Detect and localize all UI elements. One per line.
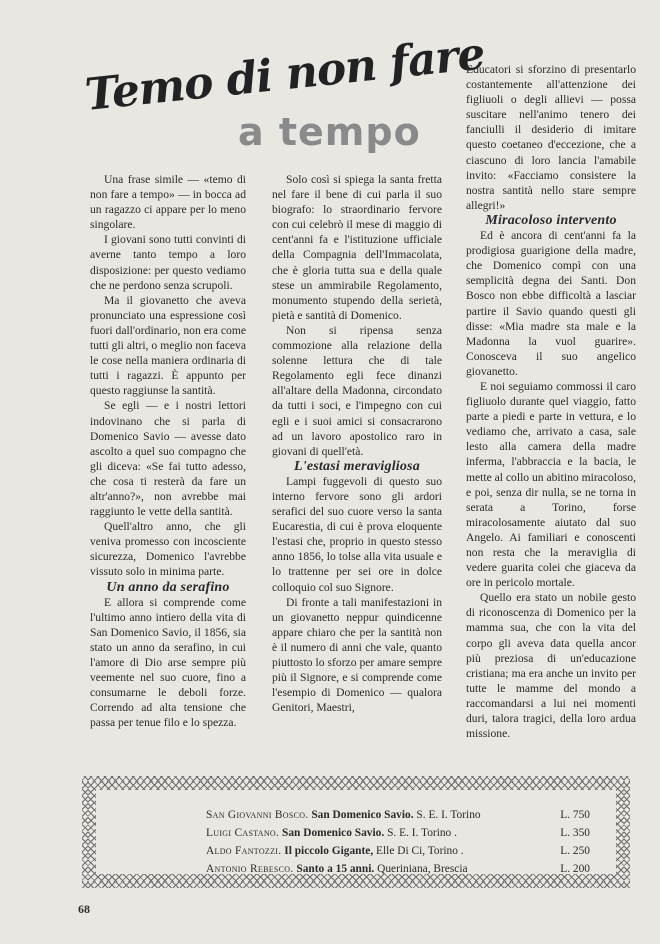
book-price: L. 350 [560,827,590,839]
section-heading: Un anno da serafino [106,579,230,595]
column-2 [272,172,442,715]
paragraph: E noi seguiamo commossi il caro figliuolo durante quel viaggio, fatto parte a piedi e parte in vettura, e lo vediamo che, arrivato a casa, sale lesto alla camera della madre inferma, l'abbraccia e la bacia, le mette al collo un abitino miracoloso, e poi, senza dir nulla, se ne torna in serata a Torino, forse miracolosamente aiutato dal suo Angelo. Ai familiari e conoscenti non resta che la meraviglia di vedere guarita colei che giaceva da ore in pericolo mortale. [466,379,637,590]
paragraph: E allora si comprende come l'ultimo anno intiero della vita di San Domenico Savio, il 1856, sia stato un anno da serafino, in cui l'amore di Dio arse sempre più veemente nel suo cuore, fino a consumarne le deboli forze. Correndo ad alta tensione che passa per tenue filo e lo spezza. [90,595,246,730]
book-author: Antonio Rebesco. [206,863,294,875]
book-price: L. 200 [560,863,590,875]
book-price: L. 750 [560,809,590,821]
book-title: San Domenico Savio. [311,809,414,821]
paragraph: Se egli — e i nostri lettori indovinano che si parla di Domenico Savio — avesse dato ascolto a quel suo compagno che gli diceva: «Se fai tutto adesso, che cosa ti resterà da fare un altr'anno?», non avrebbe mai raggiunto le vette della santità. [90,399,246,519]
book-title: Il piccolo Gigante, [284,845,374,857]
paragraph: Quello era stato un nobile gesto di riconoscenza di Domenico per la mamma sua, che con la vita del corpo gli aveva data quella ancor più preziosa di un'educazione cristiana; ma era anche un invito per tutte le mamme del mondo a raccomandarsi a lui nei momenti duri, talora tragici, della loro ardua missione. [466,591,636,741]
paragraph: Lampi fuggevoli di questo suo interno fervore sono gli ardori serafici del suo cuore verso la santa Eucarestia, di cui è prova eloquente l'estasi che, proprio in questo stesso anno 1856, lo tolse alla vita usuale e lo trattenne per sei ore in dolce colloquio col suo Signore. [272,474,442,594]
bibliography-entry [206,824,616,842]
paragraph: Ma il giovanetto che aveva pronunciato una espressione così fuori dall'ordinario, non era come tutti gli altri, o meglio non faceva le cose nella maniera ordinaria di tutti i ragazzi. È appunto per questo raggiunse la santità. [90,293,246,398]
book-author: San Giovanni Bosco. [206,809,309,821]
book-publisher: S. E. I. Torino . [387,827,457,839]
paragraph: Educatori si sforzino di presentarlo costantemente all'attenzione dei figliuoli o degli allievi — possa suscitare nell'animo tenero dei fanciulli il desiderio di imitare questo coetaneo d'eccezione, che a ciascuno di loro lancia l'amabile invito: «Facciamo consistere la nostra santità nello stare sempre allegri!» [466,63,636,212]
book-publisher: Elle Di Ci, Torino . [376,845,464,857]
book-author: Aldo Fantozzi. [206,845,282,857]
page-number: 68 [78,902,90,916]
bibliography-entry [206,806,616,824]
bibliography-entry [206,860,616,878]
paragraph: Una frase simile — «temo di non fare a tempo» — in bocca ad un ragazzo ci appare per lo meno singolare. [90,173,246,232]
section-heading: Miracoloso intervento [485,212,617,228]
bibliography-box [82,776,630,888]
column-3 [466,62,636,741]
bibliography-list [96,790,616,874]
book-publisher: S. E. I. Torino [416,809,481,821]
title-line-1: Temo di non fare [82,28,487,121]
section-heading: L'estasi meravigliosa [294,458,420,474]
paragraph: Solo così si spiega la santa fretta nel fare il bene di cui parla il suo biografo: lo straordinario fervore con cui celebrò il mese di maggio di cent'anni fa e l'istituzione ufficiale della Compagnia dell'Immacolata, che è gloria tutta sua e della quale stese un ammirabile Regolamento, monumento stupendo della serietà, pietà e santità di Domenico. [272,173,442,322]
paragraph: Di fronte a tali manifestazioni in un giovanetto neppur quindicenne appare chiaro che per la santità non è il numero di anni che vale, quanto piuttosto lo sforzo per amare sempre più il Signore, e si comprende come l'esempio di Domenico — qualora Genitori, Maestri, [272,595,442,715]
bibliography-entry [206,842,616,860]
book-title: San Domenico Savio. [282,827,385,839]
book-price: L. 250 [560,845,590,857]
column-1 [90,172,246,730]
paragraph: Quell'altro anno, che gli veniva promesso con incosciente sicurezza, Domenico l'avrebbe vissuto solo in minima parte. [90,520,246,579]
paragraph: I giovani sono tutti convinti di averne tanto tempo a loro disposizione: per questo vediamo che ne perdono senza scrupoli. [90,233,246,292]
book-title: Santo a 15 anni. [296,863,375,875]
book-author: Luigi Castano. [206,827,280,839]
book-publisher: Queriniana, Brescia [377,863,468,875]
title-line-2: a tempo [238,110,421,154]
paragraph: Ed è ancora di cent'anni fa la prodigiosa guarigione della madre, che Domenico compì con una semplicità degna dei Santi. Don Bosco non ebbe difficoltà a lasciar partire il Savio quando questi gli disse: «Mia madre sta male e la Madonna la vuol guarire». Conosceva il suo angelico giovanetto. [466,229,636,378]
paragraph: Non si ripensa senza commozione alla relazione della solenne lettura che di tale Regolamento egli fece dinanzi all'altare della Madonna, circondato da tutti i soci, e l'impegno con cui egli e i suoi amici si consacrarono ad un lavoro apostolico raro in giovani di quell'età. [272,323,442,458]
